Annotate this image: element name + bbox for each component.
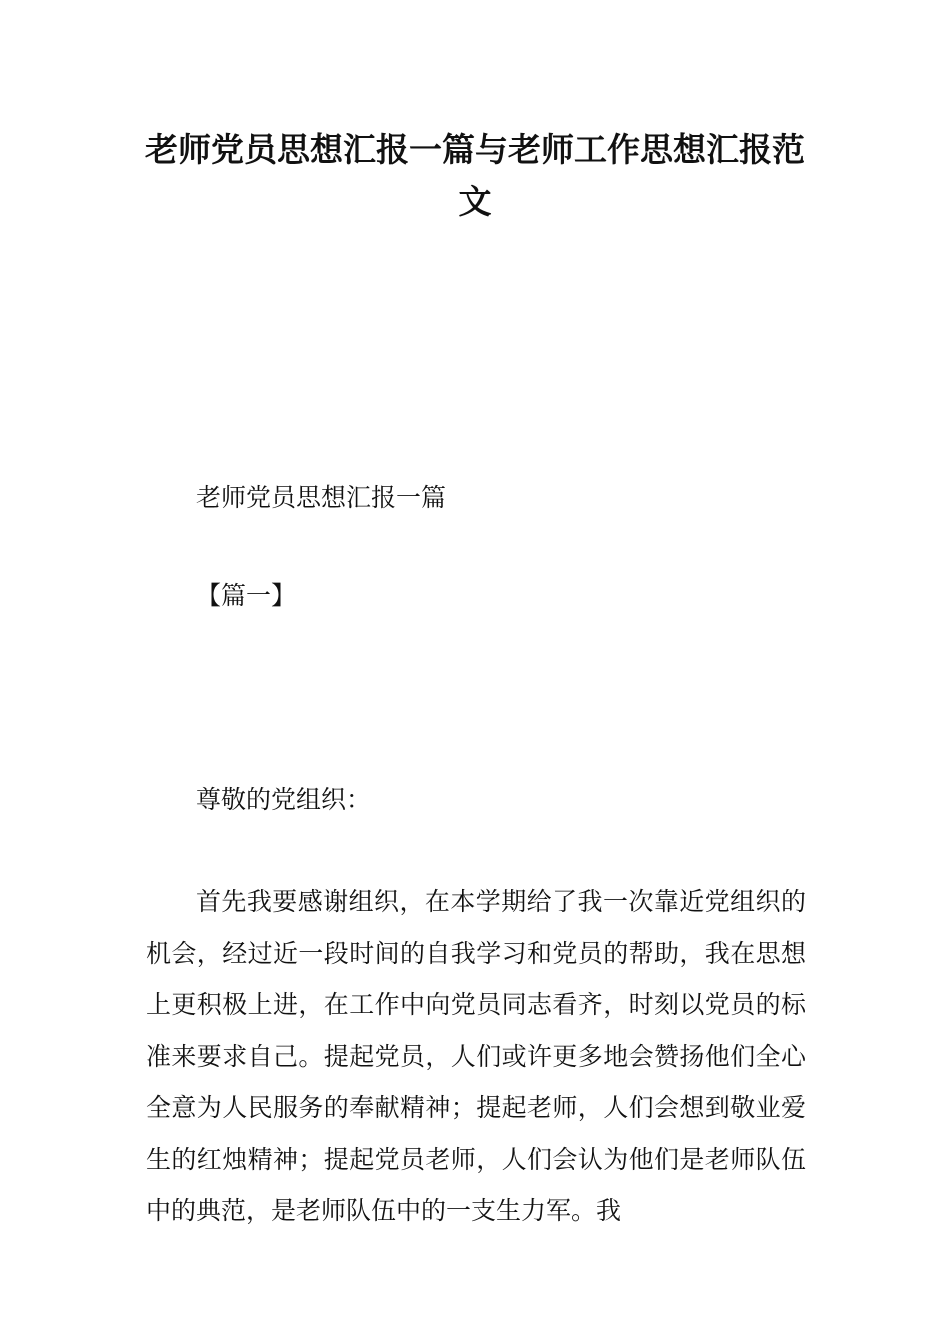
- body-paragraph: 首先我要感谢组织，在本学期给了我一次靠近党组织的机会，经过近一段时间的自我学习和党员的帮助，我在思想上更积极上进，在工作中向党员同志看齐，时刻以党员的标准来要求自己。提起党员，人们或许更多地会赞扬他们全心全意为人民服务的奉献精神；提起老师，人们会想到敬业爱生的红烛精神；提起党员老师，人们会认为他们是老师队伍中的典范，是老师队伍中的一支生力军。我: [146, 887, 806, 1225]
- section-heading: 老师党员思想汇报一篇: [196, 483, 447, 512]
- salutation: 尊敬的党组织：: [196, 785, 372, 814]
- document-title: 老师党员思想汇报一篇与老师工作思想汇报范文: [145, 130, 805, 221]
- part-label: 【篇一】: [196, 581, 297, 610]
